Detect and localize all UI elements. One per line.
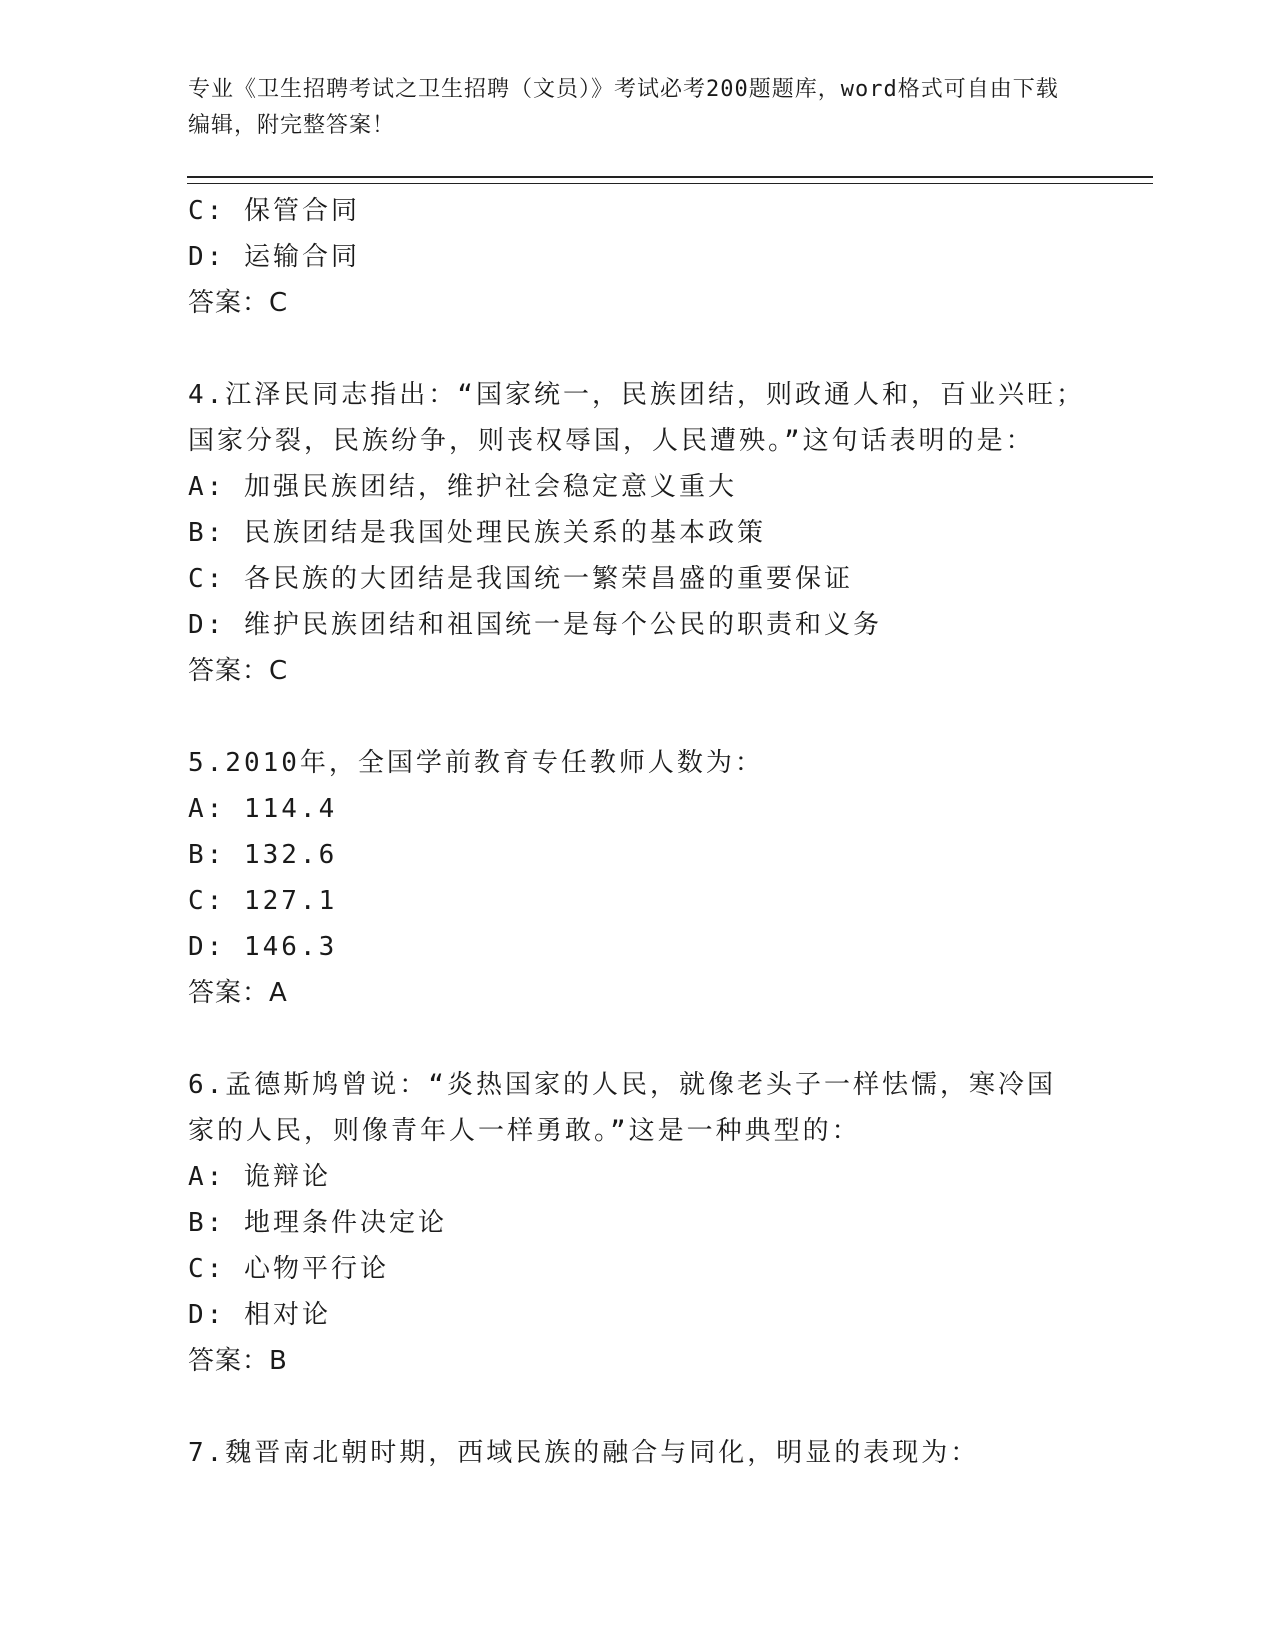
question-list bbox=[188, 188, 1088, 1476]
question-stem: 4.江泽民同志指出：“国家统一，民族团结，则政通人和，百业兴旺； bbox=[188, 380, 1085, 410]
option-c: C: 各民族的大团结是我国统一繁荣昌盛的重要保证 bbox=[188, 564, 853, 594]
question-stem: 6.孟德斯鸠曾说：“炎热国家的人民，就像老头子一样怯懦，寒冷国 bbox=[188, 1070, 1056, 1100]
option-a: A: 加强民族团结，维护社会稳定意义重大 bbox=[188, 472, 737, 502]
question-6 bbox=[188, 1062, 1088, 1384]
header-text: 专业《卫生招聘考试之卫生招聘（文员）》考试必考200题题库，word格式可自由下载编辑，附完整答案！ bbox=[188, 77, 1059, 138]
option-b: B: 民族团结是我国处理民族关系的基本政策 bbox=[188, 518, 766, 548]
option-d: D: 146.3 bbox=[188, 932, 338, 962]
question-4 bbox=[188, 372, 1088, 694]
option-b: B: 地理条件决定论 bbox=[188, 1208, 447, 1238]
answer-line: 答案：C bbox=[188, 288, 289, 318]
option-a: A: 114.4 bbox=[188, 794, 338, 824]
option-a: A: 诡辩论 bbox=[188, 1162, 331, 1192]
question-stem: 5.2010年，全国学前教育专任教师人数为： bbox=[188, 748, 764, 778]
question-7 bbox=[188, 1430, 1088, 1476]
page-header bbox=[188, 72, 1068, 144]
question-stem: 国家分裂，民族纷争，则丧权辱国，人民遭殃。”这句话表明的是： bbox=[188, 426, 1035, 456]
option-b: B: 132.6 bbox=[188, 840, 338, 870]
option-d: D: 运输合同 bbox=[188, 242, 360, 272]
question-stem: 家的人民，则像青年人一样勇敢。”这是一种典型的： bbox=[188, 1116, 861, 1146]
option-c: C: 127.1 bbox=[188, 886, 338, 916]
option-c: C: 保管合同 bbox=[188, 196, 360, 226]
option-c: C: 心物平行论 bbox=[188, 1254, 389, 1284]
question-5 bbox=[188, 740, 1088, 1016]
answer-line: 答案：B bbox=[188, 1346, 288, 1376]
option-d: D: 维护民族团结和祖国统一是每个公民的职责和义务 bbox=[188, 610, 882, 640]
answer-line: 答案：C bbox=[188, 656, 289, 686]
header-divider bbox=[187, 176, 1153, 184]
question-stem: 7.魏晋南北朝时期，西域民族的融合与同化，明显的表现为： bbox=[188, 1438, 980, 1468]
answer-line: 答案：A bbox=[188, 978, 288, 1008]
option-d: D: 相对论 bbox=[188, 1300, 331, 1330]
